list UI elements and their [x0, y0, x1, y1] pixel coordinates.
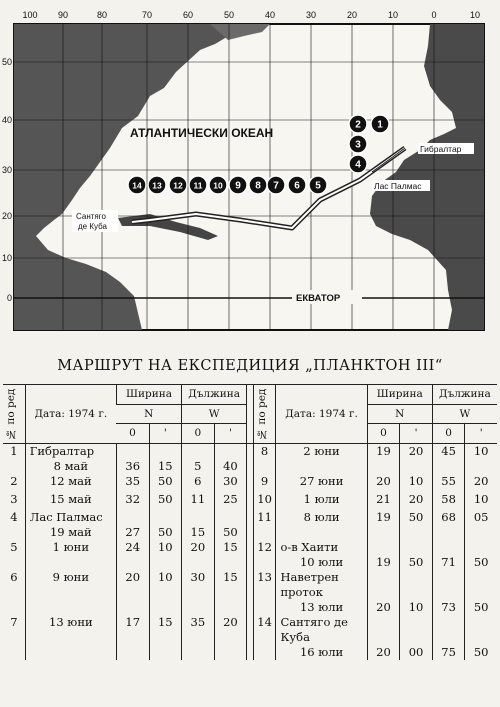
lon-tick: 30	[305, 10, 317, 20]
date-cell	[25, 474, 116, 492]
date-value: 8 юли	[303, 510, 340, 524]
row-number: 3	[10, 492, 18, 506]
lon-min: 10	[465, 492, 497, 510]
lon-tick: 100	[22, 10, 38, 20]
date-cell	[25, 510, 116, 540]
lat-deg: 24	[116, 540, 149, 570]
svg-text:1: 1	[377, 119, 383, 131]
col-date-header: Дата: 1974 г.	[276, 385, 367, 444]
svg-text:2: 2	[355, 119, 361, 131]
lon-header: Дължина	[432, 385, 497, 405]
place-gibraltar: Гибралтар	[420, 144, 462, 154]
station-marker-10	[209, 176, 227, 194]
lat-header: Ширина	[116, 385, 181, 405]
lon-min: 05	[465, 510, 497, 540]
lat-min: 15	[149, 444, 182, 475]
lon-tick: 70	[141, 10, 153, 20]
lon-deg: 68	[432, 510, 465, 540]
lat-deg: 19	[367, 510, 400, 540]
lon-deg: 30	[182, 570, 215, 615]
lon-min: 10	[465, 444, 497, 475]
station-marker-6	[288, 176, 306, 194]
row-number: 2	[10, 474, 18, 488]
row-number: 14	[253, 615, 276, 660]
station-marker-8	[249, 176, 267, 194]
lat-min: 20	[400, 492, 433, 510]
lon-tick: 50	[223, 10, 235, 20]
lon-deg: 11	[182, 492, 215, 510]
col-no-header: № по ред	[253, 385, 276, 444]
lon-tick: 80	[96, 10, 108, 20]
lon-deg: 55	[432, 474, 465, 492]
date-cell	[276, 492, 367, 510]
lat-min: 50	[149, 474, 182, 492]
table-row	[3, 615, 497, 660]
date-cell	[276, 474, 367, 492]
lon-dir: W	[182, 404, 247, 424]
station-marker-11	[189, 176, 207, 194]
table-row	[3, 540, 497, 570]
table-row	[3, 510, 497, 540]
lat-tick: 50	[1, 57, 12, 67]
date-value: 2 юни	[303, 444, 340, 458]
row-number: 1	[10, 444, 18, 458]
lon-tick: 10	[469, 10, 481, 20]
date-cell	[25, 615, 116, 660]
lon-deg: 6	[182, 474, 215, 492]
lon-min: 25	[214, 492, 247, 510]
date-value: 1 юли	[303, 492, 340, 506]
date-value: 13 юли	[299, 600, 344, 614]
lon-deg: 45	[432, 444, 465, 475]
place-name: Гибралтар	[29, 444, 95, 458]
lat-deg: 20	[367, 615, 400, 660]
lon-tick: 40	[264, 10, 276, 20]
col-date-header: Дата: 1974 г.	[25, 385, 116, 444]
lat-deg: 20	[367, 570, 400, 615]
lon-header: Дължина	[182, 385, 247, 405]
table-row	[3, 474, 497, 492]
place-santiago-2: де Куба	[78, 222, 107, 231]
lon-tick: 60	[182, 10, 194, 20]
lat-header: Ширина	[367, 385, 432, 405]
lon-tick: 0	[431, 10, 437, 20]
lon-deg: 71	[432, 540, 465, 570]
table-row	[3, 492, 497, 510]
lon-min: 50	[465, 615, 497, 660]
deg-header: 0	[182, 424, 215, 444]
lat-dir: N	[367, 404, 432, 424]
place-name: о-в Хаити	[280, 540, 339, 554]
lon-deg: 58	[432, 492, 465, 510]
lon-min: 50	[465, 570, 497, 615]
table-row	[3, 570, 497, 615]
row-number: 7	[10, 615, 18, 629]
svg-text:9: 9	[235, 180, 241, 192]
lat-min: 10	[400, 570, 433, 615]
svg-text:7: 7	[273, 180, 279, 192]
place-las-palmas: Лас Палмас	[374, 181, 422, 191]
deg-header: 0	[432, 424, 465, 444]
svg-text:3: 3	[355, 139, 361, 151]
row-number: 9	[253, 474, 276, 492]
svg-text:5: 5	[315, 180, 321, 192]
date-value: 1 юни	[52, 540, 89, 554]
lat-min: 10	[149, 540, 182, 570]
date-value: 10 юли	[299, 555, 344, 569]
lon-tick: 90	[57, 10, 69, 20]
row-number: 11	[253, 510, 276, 540]
lat-deg: 20	[367, 474, 400, 492]
lat-min: 10	[400, 474, 433, 492]
place-name: Лас Палмас	[29, 510, 103, 524]
lat-min: 10	[149, 570, 182, 615]
lon-min: 40	[214, 444, 247, 475]
lon-deg: 35	[182, 615, 215, 660]
lon-min: 15	[214, 540, 247, 570]
lon-deg: 15	[182, 510, 215, 540]
date-value: 13 юни	[49, 615, 93, 629]
lat-deg: 36	[116, 444, 149, 475]
date-cell	[276, 615, 367, 660]
svg-text:11: 11	[193, 180, 203, 191]
place-santiago-1: Сантяго	[76, 212, 106, 221]
lon-min: 50	[214, 510, 247, 540]
row-number: 10	[253, 492, 276, 510]
lat-min: 50	[149, 492, 182, 510]
lon-tick: 10	[387, 10, 399, 20]
date-cell	[25, 492, 116, 510]
date-value: 27 юни	[299, 474, 344, 488]
deg-header: 0	[116, 424, 149, 444]
lat-dir: N	[116, 404, 181, 424]
station-marker-7	[267, 176, 285, 194]
lon-min: 15	[214, 570, 247, 615]
date-cell	[25, 540, 116, 570]
row-number: 13	[253, 570, 276, 615]
station-marker-9	[229, 176, 247, 194]
lon-deg: 75	[432, 615, 465, 660]
min-header: '	[400, 424, 433, 444]
station-marker-13	[148, 176, 166, 194]
route-table	[3, 384, 497, 660]
lat-deg: 27	[116, 510, 149, 540]
min-header: '	[465, 424, 497, 444]
date-value: 12 май	[49, 474, 92, 488]
date-cell	[25, 444, 116, 475]
station-marker-4	[349, 155, 367, 173]
lat-min: 50	[400, 540, 433, 570]
date-value: 19 май	[49, 525, 92, 539]
ocean-label: АТЛАНТИЧЕСКИ ОКЕАН	[130, 126, 274, 140]
date-cell	[276, 570, 367, 615]
lon-min: 20	[214, 615, 247, 660]
lat-deg: 21	[367, 492, 400, 510]
station-marker-1	[371, 115, 389, 133]
lat-min: 15	[149, 615, 182, 660]
lon-tick: 20	[346, 10, 358, 20]
lat-min: 00	[400, 615, 433, 660]
date-cell	[276, 444, 367, 475]
lat-deg: 32	[116, 492, 149, 510]
route-table-title: МАРШРУТ НА ЕКСПЕДИЦИЯ „ПЛАНКТОН III“	[57, 358, 443, 374]
date-value: 15 май	[49, 492, 92, 506]
svg-text:6: 6	[294, 180, 300, 192]
lon-deg: 5	[182, 444, 215, 475]
lat-min: 50	[400, 510, 433, 540]
lat-deg: 19	[367, 540, 400, 570]
svg-text:14: 14	[132, 180, 142, 191]
place-name: Наветрен проток	[280, 570, 339, 599]
svg-text:13: 13	[152, 180, 162, 191]
lat-deg: 35	[116, 474, 149, 492]
date-value: 16 юли	[299, 645, 344, 659]
lat-min: 50	[149, 510, 182, 540]
lat-min: 20	[400, 444, 433, 475]
row-number: 5	[10, 540, 18, 554]
min-header: '	[149, 424, 182, 444]
lon-min: 20	[465, 474, 497, 492]
min-header: '	[214, 424, 247, 444]
lat-deg: 20	[116, 570, 149, 615]
svg-text:12: 12	[173, 180, 183, 191]
date-cell	[276, 540, 367, 570]
svg-text:4: 4	[355, 159, 361, 171]
lon-dir: W	[432, 404, 497, 424]
date-value: 9 юни	[52, 570, 89, 584]
station-marker-12	[169, 176, 187, 194]
date-cell	[276, 510, 367, 540]
lat-tick: 0	[6, 293, 12, 303]
table-row	[3, 444, 497, 475]
lon-min: 50	[465, 540, 497, 570]
row-number: 6	[10, 570, 18, 584]
row-number: 12	[253, 540, 276, 570]
row-number: 4	[10, 510, 18, 524]
lat-tick: 40	[1, 115, 12, 125]
lat-deg: 19	[367, 444, 400, 475]
lat-tick: 20	[1, 211, 12, 221]
station-marker-2	[349, 115, 367, 133]
route-map	[0, 0, 500, 345]
col-no-header: № по ред	[3, 385, 25, 444]
row-number: 8	[253, 444, 276, 475]
station-marker-5	[309, 176, 327, 194]
lat-tick: 10	[1, 253, 12, 263]
svg-text:8: 8	[255, 180, 261, 192]
equator-label: ЕКВАТОР	[296, 293, 341, 304]
lon-min: 30	[214, 474, 247, 492]
lat-tick: 30	[1, 165, 12, 175]
station-marker-3	[349, 135, 367, 153]
lon-deg: 20	[182, 540, 215, 570]
place-name: Сантяго де Куба	[280, 615, 348, 644]
svg-text:10: 10	[213, 180, 223, 191]
date-value: 8 май	[53, 459, 89, 473]
station-marker-14	[128, 176, 146, 194]
lon-deg: 73	[432, 570, 465, 615]
deg-header: 0	[367, 424, 400, 444]
lat-deg: 17	[116, 615, 149, 660]
date-cell	[25, 570, 116, 615]
